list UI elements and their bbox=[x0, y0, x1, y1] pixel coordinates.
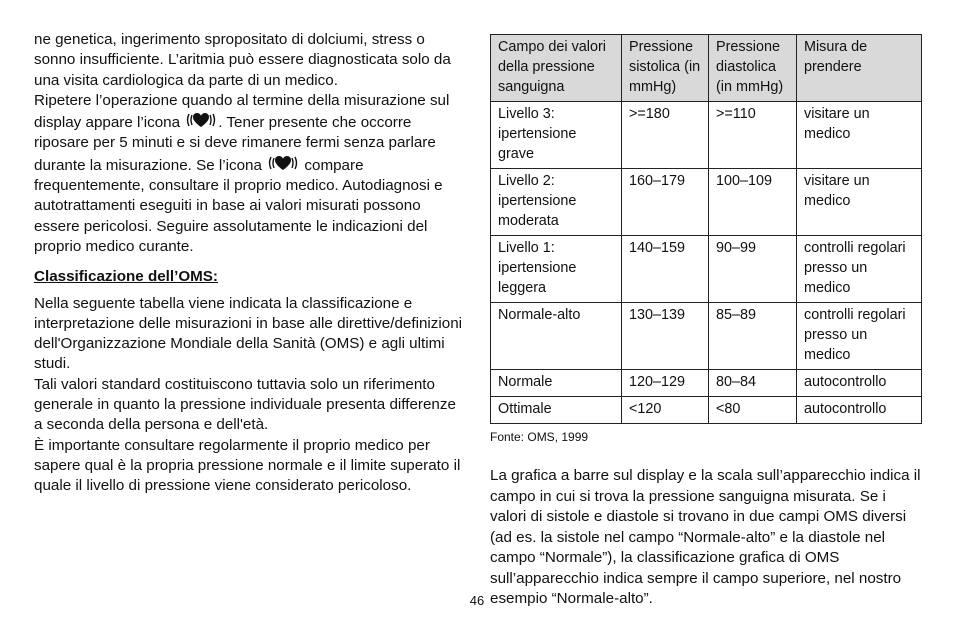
cell-systolic: 140–159 bbox=[622, 236, 709, 303]
text-repeat-c: compare frequentemente, consultare il proprio medico. Autodiagnosi e autotrattamenti eseguiti in base ai valori misurati possono essere pericolosi. Seguire assolutamente le indicazioni del proprio medico curante. bbox=[34, 156, 443, 255]
table-source: Fonte: OMS, 1999 bbox=[490, 430, 589, 444]
cell-action: controlli regolari presso un medico bbox=[797, 303, 922, 370]
cell-diastolic: 100–109 bbox=[709, 169, 797, 236]
cell-diastolic: 80–84 bbox=[709, 370, 797, 397]
cell-range: Livello 3: ipertensione grave bbox=[491, 102, 622, 169]
oms-classification-table bbox=[490, 34, 922, 424]
text-repeat-a: Ripetere l’operazione quando al termine della misurazione sul display appare l’icona bbox=[34, 91, 450, 132]
cell-range: Livello 2: ipertensione moderata bbox=[491, 169, 622, 236]
cell-diastolic: 85–89 bbox=[709, 303, 797, 370]
paragraph-table-intro: Nella seguente tabella viene indicata la classificazione e interpretazione delle misurazioni in base alle direttive/definizioni dell'Organizzazione Mondiale della Sanità (OMS) e agli ultimi studi. bbox=[34, 294, 463, 373]
table-header-row bbox=[491, 35, 922, 102]
cell-range: Ottimale bbox=[491, 397, 622, 424]
section-heading: Classificazione dell’OMS: bbox=[34, 268, 218, 286]
cell-action: visitare un medico bbox=[797, 169, 922, 236]
paragraph-arrhythmia-causes: ne genetica, ingerimento spropositato di dolciumi, stress o sonno insufficiente. L’aritmia può essere diagnosticata solo da una visita cardiologica da parte di un medico. bbox=[34, 31, 451, 89]
left-column bbox=[34, 30, 466, 497]
heart-pulse-icon bbox=[266, 154, 300, 172]
cell-systolic: 130–139 bbox=[622, 303, 709, 370]
cell-diastolic: <80 bbox=[709, 397, 797, 424]
cell-range: Normale bbox=[491, 370, 622, 397]
header-systolic: Pressione sistolica (in mmHg) bbox=[622, 35, 709, 102]
header-range: Campo dei valori della pressione sanguigna bbox=[491, 35, 622, 102]
cell-action: visitare un medico bbox=[797, 102, 922, 169]
cell-action: autocontrollo bbox=[797, 370, 922, 397]
cell-action: controlli regolari presso un medico bbox=[797, 236, 922, 303]
cell-action: autocontrollo bbox=[797, 397, 922, 424]
paragraph-bar-graphic: La grafica a barre sul display e la scala sull’apparecchio indica il campo in cui si trova la pressione sanguigna misurata. Se i valori di sistole e diastole si trovano in due campi OMS diversi (ad es. la sistole nel campo “Normale-alto” e la diastole nel campo “Normale”), la classificazione grafica di OMS sull’apparecchio indica sempre il campo superiore, nel nostro esempio “Normale-alto”. bbox=[490, 467, 921, 607]
table-row bbox=[491, 370, 922, 397]
paragraph-consult-doctor: È importante consultare regolarmente il proprio medico per sapere qual è la propria pressione normale e il limite superato il quale il livello di pressione viene considerato pericoloso. bbox=[34, 436, 461, 495]
table-row bbox=[491, 102, 922, 169]
heart-pulse-icon bbox=[184, 111, 218, 129]
cell-systolic: <120 bbox=[622, 397, 709, 424]
cell-diastolic: >=110 bbox=[709, 102, 797, 169]
cell-diastolic: 90–99 bbox=[709, 236, 797, 303]
table-row bbox=[491, 303, 922, 370]
cell-systolic: >=180 bbox=[622, 102, 709, 169]
table-row bbox=[491, 397, 922, 424]
table-row bbox=[491, 169, 922, 236]
text-repeat-b: . Tener presente che occorre riposare per 5 minuti e si deve rimanere fermi senza parlare durante la misurazione. Se l’icona bbox=[34, 114, 436, 174]
table-row bbox=[491, 236, 922, 303]
cell-range: Livello 1: ipertensione leggera bbox=[491, 236, 622, 303]
cell-range: Normale-alto bbox=[491, 303, 622, 370]
paragraph-repeat-measurement bbox=[34, 91, 466, 257]
cell-systolic: 160–179 bbox=[622, 169, 709, 236]
right-column bbox=[490, 34, 922, 625]
cell-systolic: 120–129 bbox=[622, 370, 709, 397]
paragraph-standard-values: Tali valori standard costituiscono tuttavia solo un riferimento generale in quanto la pressione individuale presenta differenze a seconda della persona e dell'età. bbox=[34, 375, 456, 434]
page-number: 46 bbox=[469, 593, 485, 608]
header-action: Misura de prendere bbox=[797, 35, 922, 102]
header-diastolic: Pressione diastolica (in mmHg) bbox=[709, 35, 797, 102]
